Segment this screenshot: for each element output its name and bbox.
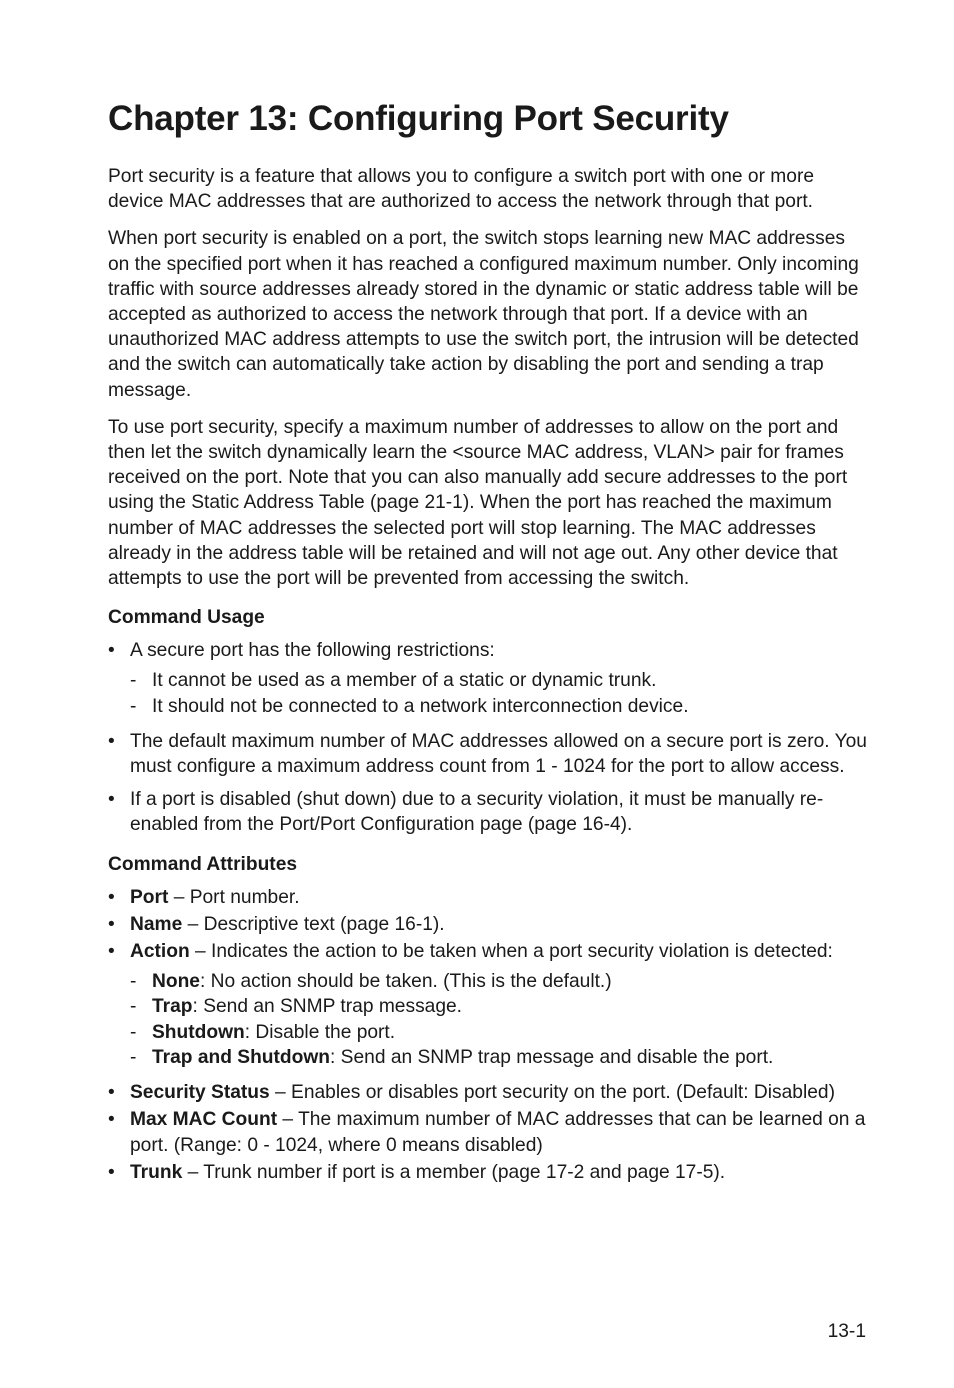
attribute-desc: – Descriptive text (page 16-1).: [182, 913, 445, 935]
list-item: - It should not be connected to a network interconnection device.: [130, 694, 870, 719]
list-item: [108, 1080, 870, 1105]
list-item: [108, 939, 870, 1070]
command-attributes-list: [108, 885, 870, 1185]
list-item: [108, 912, 870, 937]
option-term: None: [152, 971, 200, 993]
chapter-title: Chapter 13: Configuring Port Security: [108, 99, 729, 138]
command-usage-list: [108, 638, 870, 837]
list-item: [130, 1020, 870, 1045]
list-item: • The default maximum number of MAC addresses allowed on a secure port is zero. You must configure a maximum address count from 1 - 1024 for the port to allow access.: [108, 729, 870, 779]
list-item: - It cannot be used as a member of a static or dynamic trunk.: [130, 668, 870, 693]
option-desc: : No action should be taken. (This is the default.): [199, 971, 612, 993]
list-item: [108, 638, 870, 719]
page-number: 13-1: [827, 1321, 866, 1342]
action-options-sublist: [130, 969, 870, 1070]
attribute-term: Security Status: [130, 1082, 270, 1104]
option-term: Trap: [152, 996, 193, 1018]
command-attributes-heading: Command Attributes: [108, 853, 298, 875]
attribute-desc: – Enables or disables port security on the port. (Default: Disabled): [269, 1082, 835, 1104]
list-item: [108, 1160, 870, 1185]
list-item: [130, 994, 870, 1019]
attribute-term: Max MAC Count: [130, 1109, 278, 1131]
list-item-text: A secure port has the following restrictions:: [130, 640, 495, 662]
attribute-desc: – Port number.: [168, 886, 300, 908]
document-page: [108, 96, 870, 1187]
option-term: Trap and Shutdown: [152, 1046, 331, 1068]
list-item: [108, 885, 870, 910]
option-term: Shutdown: [152, 1021, 245, 1043]
behavior-paragraph: When port security is enabled on a port, the switch stops learning new MAC addresses on the specified port when it has reached a configured maximum number. Only incoming traffic with source addresses already stored in the dynamic or static address table will be accepted as authorized to access the network through that port. If a device with an unauthorized MAC address attempts to use the switch port, the intrusion will be detected and the switch can automatically take action by disabling the port and sending a trap message.: [108, 228, 859, 401]
usage-paragraph: To use port security, specify a maximum number of addresses to allow on the port and then let the switch dynamically learn the <source MAC address, VLAN> pair for frames received on the port. Note that you can also manually add secure addresses to the port using the Static Address Table (page 21-1). When the port has reached the maximum number of MAC addresses the selected port will stop learning. The MAC addresses already in the address table will be retained and will not age out. Any other device that attempts to use the port will be prevented from accessing the switch.: [108, 416, 848, 590]
list-item: [130, 969, 870, 994]
attribute-term: Trunk: [130, 1161, 183, 1183]
attribute-desc: – Trunk number if port is a member (page 17-2 and page 17-5).: [182, 1161, 726, 1183]
list-item: [108, 1107, 870, 1157]
intro-paragraph: Port security is a feature that allows you to configure a switch port with one or more device MAC addresses that are authorized to access the network through that port.: [108, 166, 815, 213]
attribute-term: Action: [130, 941, 190, 963]
option-desc: : Send an SNMP trap message and disable the port.: [330, 1046, 774, 1068]
restriction-sublist: [130, 668, 870, 718]
option-desc: : Disable the port.: [244, 1021, 396, 1043]
list-item: [130, 1045, 870, 1070]
option-desc: : Send an SNMP trap message.: [192, 996, 463, 1018]
attribute-term: Port: [130, 886, 169, 908]
list-item: • If a port is disabled (shut down) due to a security violation, it must be manually re-enabled from the Port/Port Configuration page (page 16-4).: [108, 787, 870, 837]
attribute-desc: – The maximum number of MAC addresses that can be learned on a port. (Range: 0 - 1024, where 0 means disabled): [130, 1109, 866, 1156]
attribute-term: Name: [130, 913, 183, 935]
attribute-desc: – Indicates the action to be taken when a port security violation is detected:: [189, 941, 833, 963]
command-usage-heading: Command Usage: [108, 607, 265, 629]
